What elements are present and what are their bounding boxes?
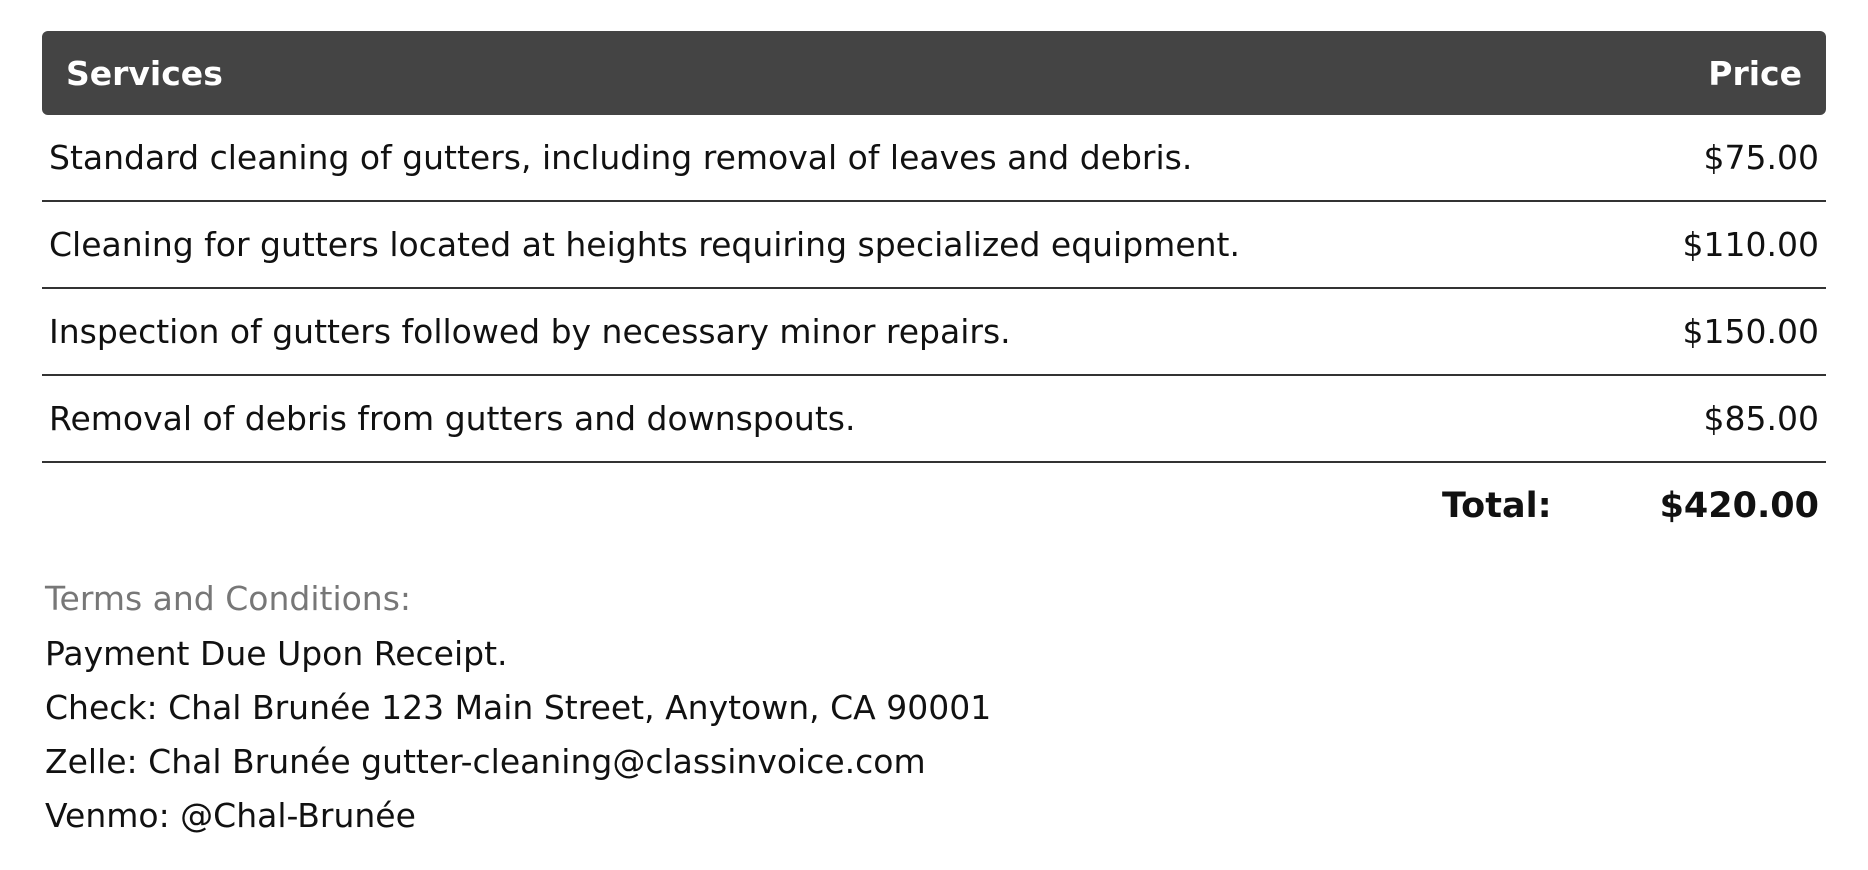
total-value: $420.00 (1659, 486, 1819, 526)
service-description: Cleaning for gutters located at heights requiring specialized equipment. (42, 202, 1628, 289)
payment-due-line: Payment Due Upon Receipt. (45, 634, 508, 673)
check-payment-line: Check: Chal Brunée 123 Main Street, Anytown, CA 90001 (45, 688, 992, 727)
service-price: $150.00 (1628, 289, 1826, 376)
table-row (42, 115, 1826, 202)
service-price: $110.00 (1628, 202, 1826, 289)
services-table (42, 31, 1826, 463)
service-price: $75.00 (1628, 115, 1826, 202)
services-table-body (42, 115, 1826, 463)
venmo-payment-line: Venmo: @Chal-Brunée (45, 796, 416, 835)
invoice (42, 31, 1826, 843)
price-column-header: Price (1628, 31, 1826, 115)
zelle-payment-line: Zelle: Chal Brunée gutter-cleaning@classinvoice.com (45, 742, 926, 781)
service-price: $85.00 (1628, 376, 1826, 463)
service-description: Standard cleaning of gutters, including removal of leaves and debris. (42, 115, 1628, 202)
total-label: Total: (1441, 486, 1552, 526)
services-column-header: Services (42, 31, 1628, 115)
terms-section (42, 571, 1826, 843)
table-row (42, 376, 1826, 463)
header-row (42, 31, 1826, 115)
table-row (42, 289, 1826, 376)
service-description: Inspection of gutters followed by necessary minor repairs. (42, 289, 1628, 376)
total-row (42, 463, 1826, 549)
service-description: Removal of debris from gutters and downspouts. (42, 376, 1628, 463)
terms-heading: Terms and Conditions: (45, 579, 412, 618)
table-row (42, 202, 1826, 289)
services-table-header (42, 31, 1826, 115)
